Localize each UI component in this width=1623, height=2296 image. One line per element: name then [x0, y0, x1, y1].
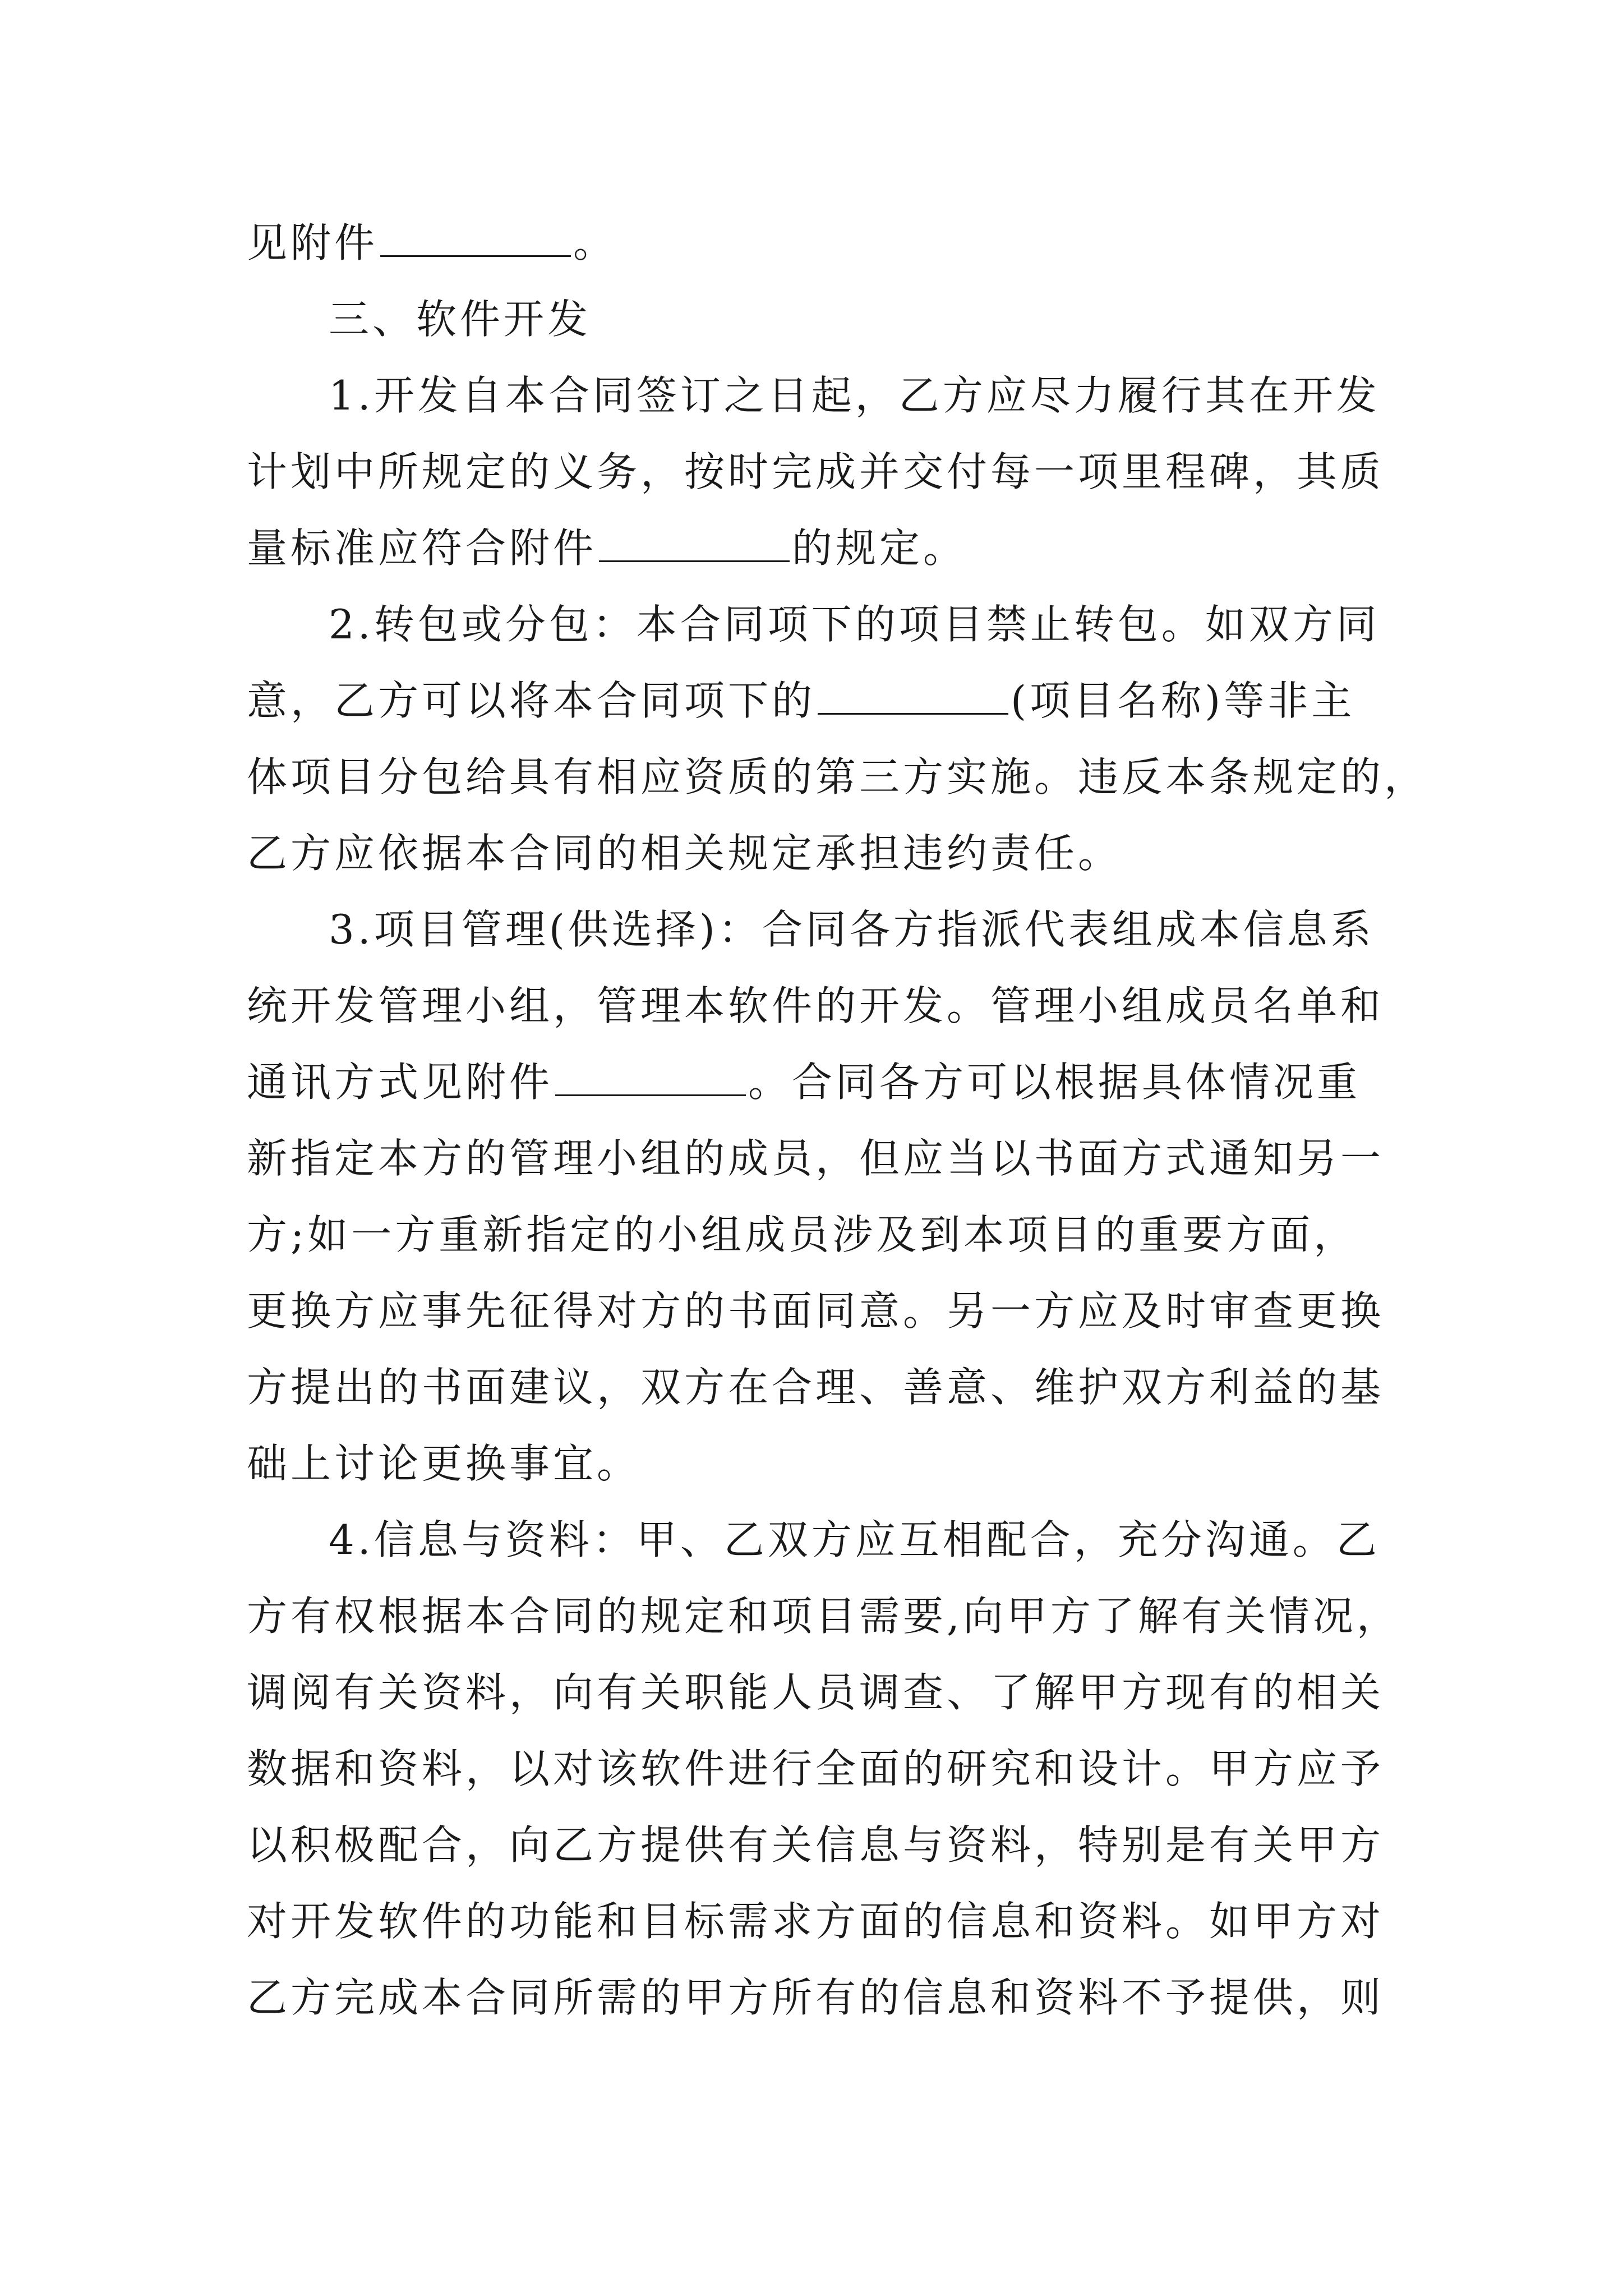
text-line [247, 1883, 1391, 1959]
text-line [247, 1959, 1391, 2036]
text-segment: 计划中所规定的义务，按时完成并交付每一项里程碑，其质 [247, 448, 1385, 495]
text-segment: 2.转包或分包：本合同项下的项目禁止转包。如双方同 [329, 601, 1380, 648]
text-segment: 。合同各方可以根据具体情况重 [748, 1059, 1361, 1106]
fill-in-blank [818, 679, 1008, 715]
text-segment: 以积极配合，向乙方提供有关信息与资料，特别是有关甲方 [247, 1821, 1385, 1869]
text-line [247, 891, 1391, 968]
text-segment: 通讯方式见附件 [247, 1059, 554, 1106]
text-segment: 三、软件开发 [329, 296, 592, 343]
text-segment: 方有权根据本合同的规定和项目需要,向甲方了解有关情况， [247, 1593, 1400, 1640]
text-segment: 方;如一方重新指定的小组成员涉及到本项目的重要方面， [247, 1211, 1358, 1258]
fill-in-blank [599, 527, 790, 562]
text-segment: 新指定本方的管理小组的成员，但应当以书面方式通知另一 [247, 1135, 1385, 1182]
text-segment: 。 [573, 219, 617, 266]
fill-in-blank [380, 222, 571, 257]
text-segment: 意，乙方可以将本合同项下的 [247, 677, 816, 724]
text-segment: 体项目分包给具有相应资质的第三方实施。违反本条规定的， [247, 753, 1428, 800]
text-segment: 的规定。 [792, 524, 967, 572]
text-segment: 量标准应符合附件 [247, 524, 597, 572]
text-line [247, 1273, 1391, 1349]
text-segment: 础上讨论更换事宜。 [247, 1440, 641, 1487]
text-line [247, 434, 1391, 510]
text-line [247, 1807, 1391, 1883]
text-line [247, 357, 1391, 434]
text-segment: 统开发管理小组，管理本软件的开发。管理小组成员名单和 [247, 982, 1385, 1029]
text-segment: 调阅有关资料，向有关职能人员调查、了解甲方现有的相关 [247, 1669, 1385, 1716]
fill-in-blank [555, 1061, 746, 1096]
text-line [247, 968, 1391, 1044]
text-segment: 1.开发自本合同签订之日起，乙方应尽力履行其在开发 [329, 372, 1380, 419]
text-line [247, 1731, 1391, 1807]
text-segment: 4.信息与资料：甲、乙双方应互相配合，充分沟通。乙 [329, 1516, 1380, 1563]
text-segment: 数据和资料，以对该软件进行全面的研究和设计。甲方应予 [247, 1745, 1385, 1792]
text-line [247, 1120, 1391, 1197]
text-line [247, 662, 1391, 739]
text-line [247, 586, 1391, 662]
text-line [247, 1654, 1391, 1731]
text-segment: 乙方应依据本合同的相关规定承担违约责任。 [247, 830, 1122, 877]
text-segment: 3.项目管理(供选择)：合同各方指派代表组成本信息系 [329, 906, 1375, 953]
contract-text-body [247, 205, 1428, 2036]
text-segment: 更换方应事先征得对方的书面同意。另一方应及时审查更换 [247, 1287, 1385, 1335]
text-line [247, 815, 1391, 891]
text-segment: 乙方完成本合同所需的甲方所有的信息和资料不予提供，则 [247, 1974, 1385, 2021]
text-segment: 对开发软件的功能和目标需求方面的信息和资料。如甲方对 [247, 1898, 1385, 1945]
text-line [247, 1197, 1391, 1273]
text-line [247, 739, 1428, 815]
text-line [247, 1425, 1391, 1502]
text-line [247, 1502, 1391, 1578]
text-line [247, 281, 1391, 357]
text-segment: (项目名称)等非主 [1011, 677, 1355, 724]
text-line [247, 1044, 1391, 1120]
text-line [247, 1578, 1400, 1654]
text-segment: 方提出的书面建议，双方在合理、善意、维护双方利益的基 [247, 1364, 1385, 1411]
text-line [247, 1349, 1391, 1425]
text-line [247, 510, 1391, 586]
text-line [247, 205, 1391, 281]
text-segment: 见附件 [247, 219, 379, 266]
